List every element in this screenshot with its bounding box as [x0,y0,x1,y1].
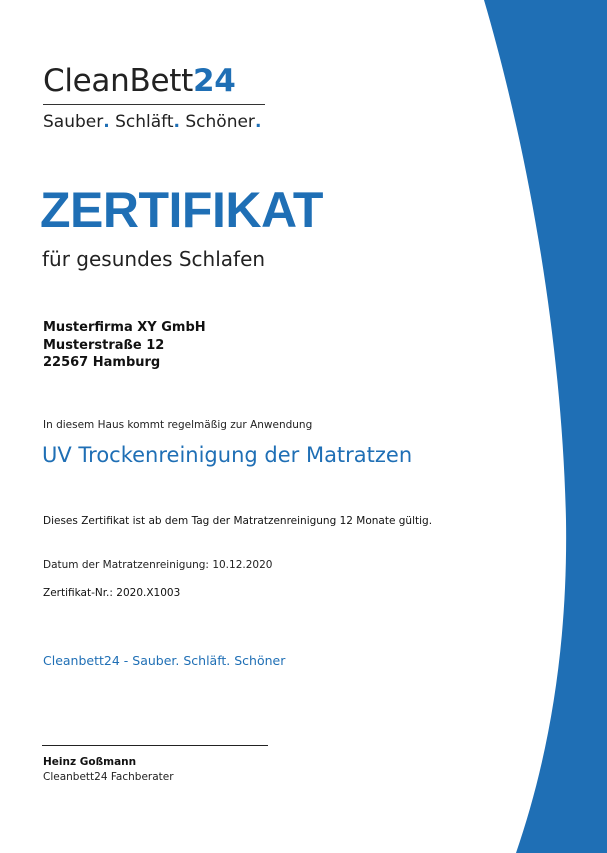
signature-line [42,745,268,746]
signatory-name: Heinz Goßmann [43,756,137,768]
company-city: 22567 Hamburg [43,355,161,370]
certificate-number-value: 2020.X1003 [116,587,181,599]
certificate-number-label: Zertifikat-Nr.: [43,587,113,599]
tagline-dot: . [254,112,262,132]
logo-divider [43,104,265,105]
cleaning-date [43,558,272,572]
tagline-word-3: Schöner [185,112,255,132]
certificate-number [43,586,180,600]
logo-tagline [43,111,265,133]
company-address [43,319,206,372]
certificate-title: ZERTIFIKAT [40,182,323,238]
company-name: Musterfirma XY GmbH [43,320,206,335]
company-street: Musterstraße 12 [43,337,165,353]
tagline-word-2: Schläft [115,112,174,132]
logo-name-main: CleanBett [43,63,193,99]
intro-text: In diesem Haus kommt regelmäßig zur Anwendung [43,419,313,431]
logo-wordmark [43,62,265,100]
validity-statement: Dieses Zertifikat ist ab dem Tag der Matratzenreinigung 12 Monate gültig. [43,515,433,527]
service-name: UV Trockenreinigung der Matratzen [42,443,413,467]
cleaning-date-value: 10.12.2020 [212,559,273,571]
tagline-word-1: Sauber [43,112,104,132]
brand-logo [43,62,265,133]
signatory-role: Cleanbett24 Fachberater [43,771,174,783]
tagline-dot: . [173,112,180,132]
certificate-subtitle: für gesundes Schlafen [42,247,266,271]
tagline-dot: . [103,112,110,132]
footer-slogan: Cleanbett24 - Sauber. Schläft. Schöner [43,653,286,668]
cleaning-date-label: Datum der Matratzenreinigung: [43,559,209,571]
logo-name-accent: 24 [192,63,236,99]
